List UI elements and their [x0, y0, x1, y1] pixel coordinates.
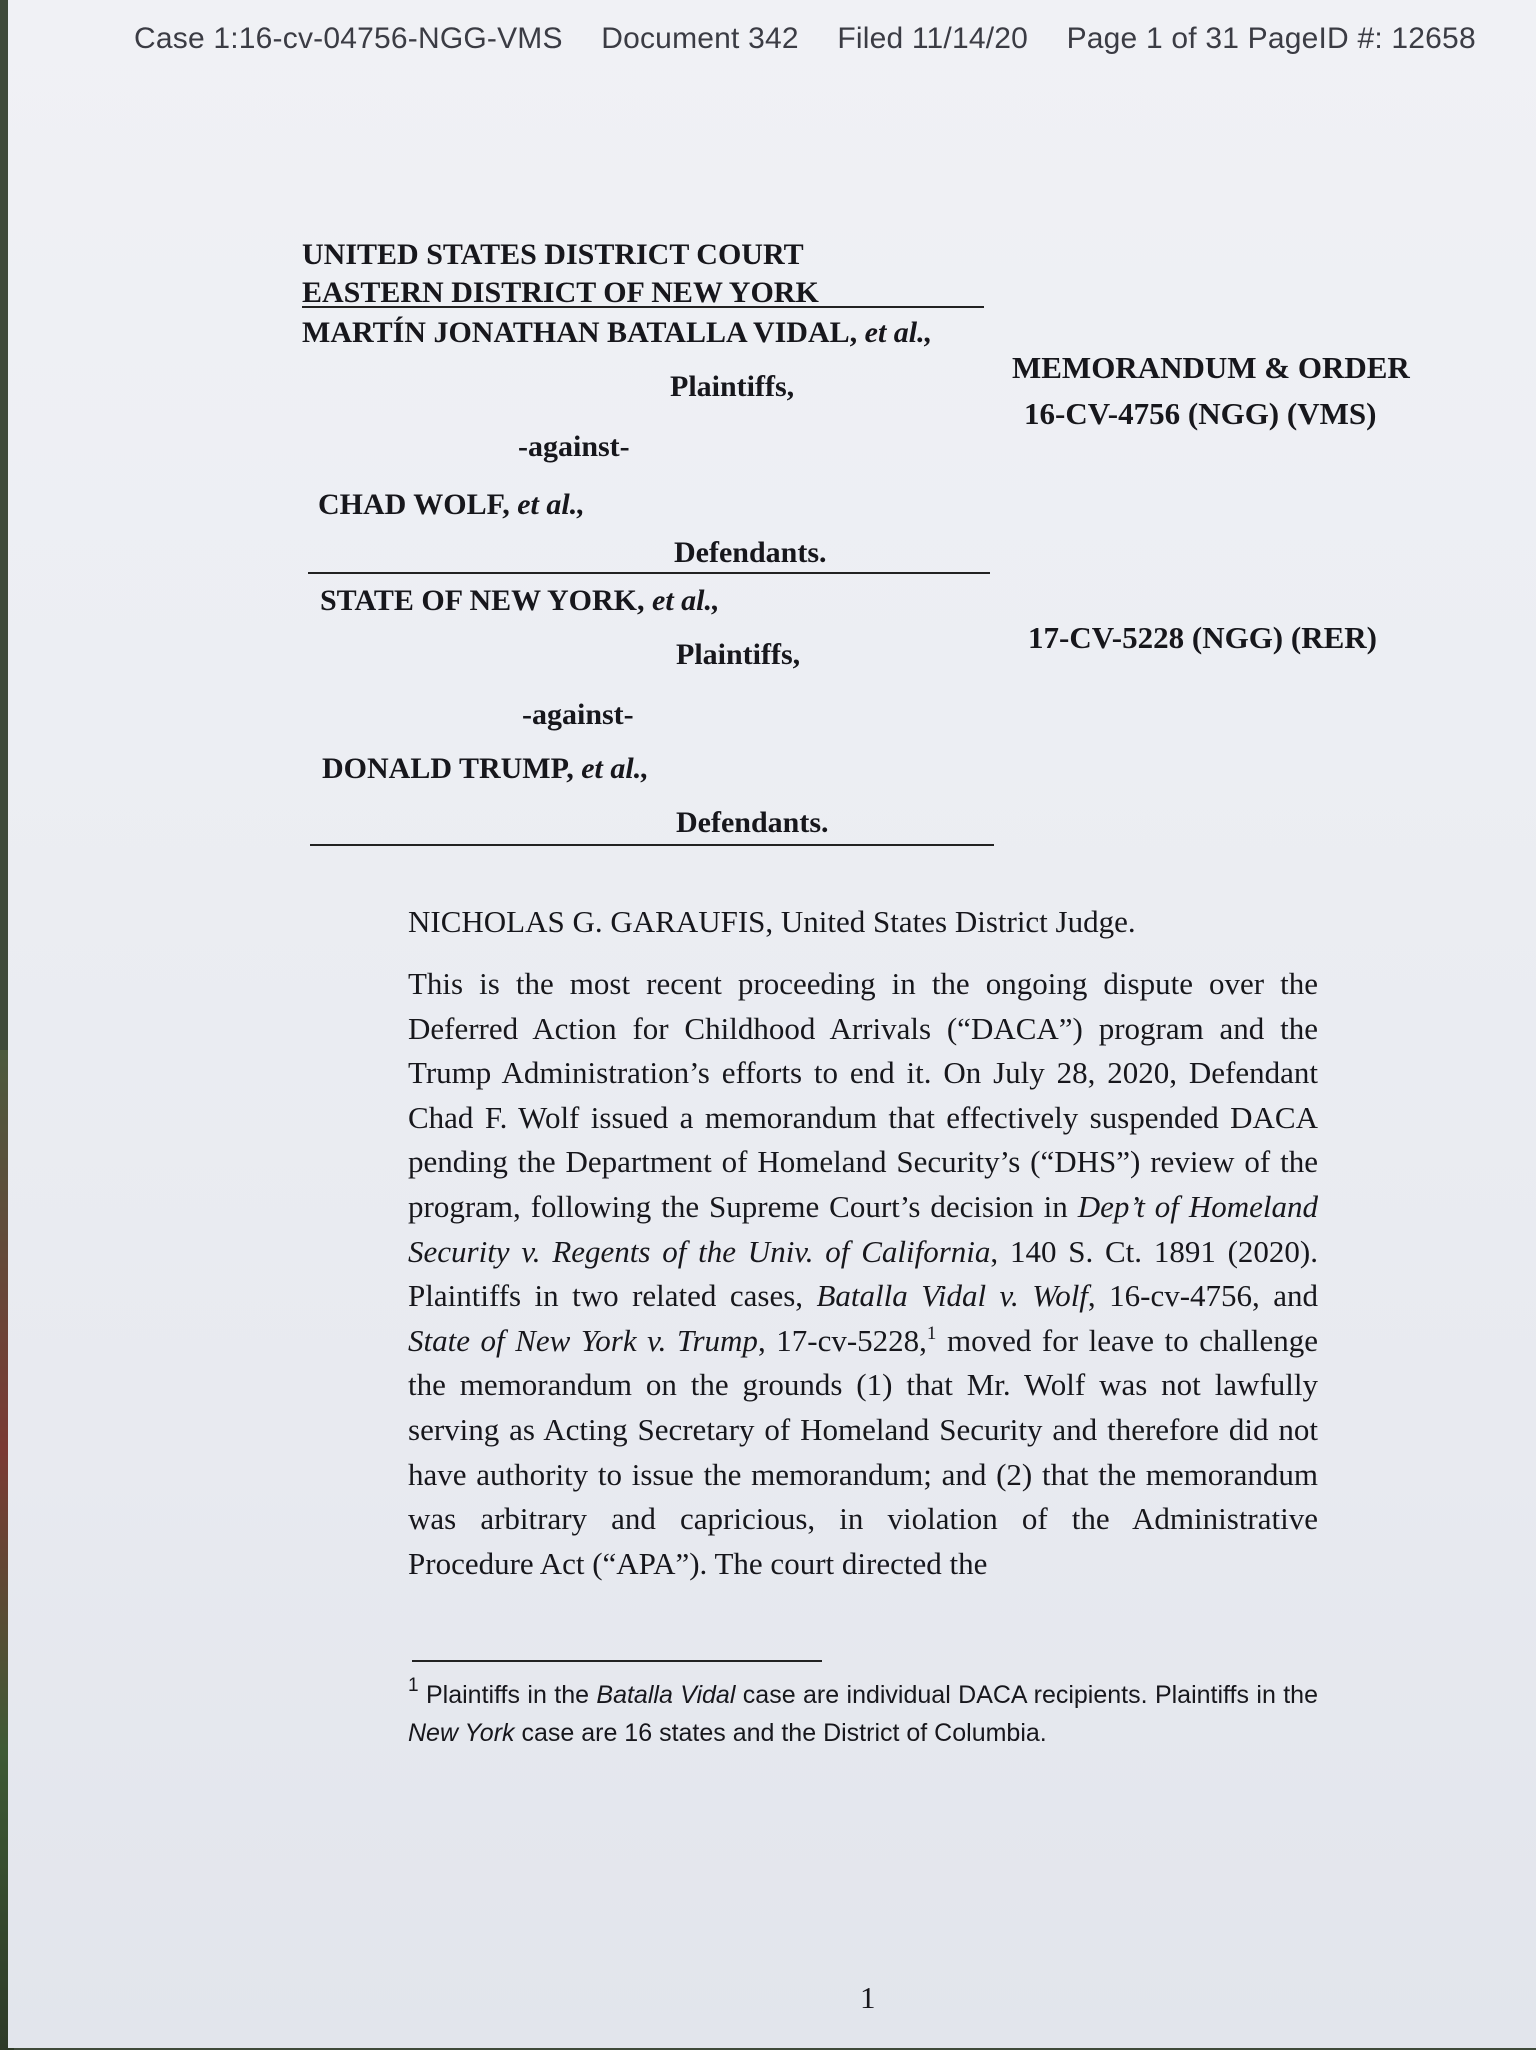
document-title: MEMORANDUM & ORDER — [1012, 350, 1410, 385]
case2-number: 17-CV-5228 (NGG) (RER) — [1028, 620, 1377, 655]
document-page — [8, 0, 1536, 2048]
court-name: UNITED STATES DISTRICT COURT — [302, 238, 804, 271]
case2-defendant-etal: et al., — [581, 752, 649, 785]
opinion-body — [408, 962, 1318, 1586]
case1-defendant-role: Defendants. — [674, 536, 827, 569]
case2-plaintiff-etal: et al., — [652, 584, 720, 617]
case1-defendant-etal: et al., — [517, 488, 585, 521]
case2-defendant-role: Defendants. — [676, 806, 829, 839]
case2-defendant: DONALD TRUMP, et al., — [322, 752, 649, 785]
case1-plaintiff-role: Plaintiffs, — [670, 370, 795, 403]
header-case-number: Case 1:16-cv-04756-NGG-VMS — [134, 22, 563, 55]
court-district: EASTERN DISTRICT OF NEW YORK — [302, 276, 819, 309]
case2-plaintiff: STATE OF NEW YORK, et al., — [320, 584, 720, 617]
case-cite-new-york: State of New York v. Trump — [408, 1322, 758, 1358]
case1-against: -against- — [518, 430, 630, 463]
footnote-reference[interactable]: 1 — [926, 1322, 937, 1344]
footnote-rule — [412, 1660, 822, 1662]
case2-plaintiff-role: Plaintiffs, — [676, 638, 801, 671]
case1-plaintiff-etal: et al., — [864, 316, 933, 349]
case1-plaintiff: MARTÍN JONATHAN BATALLA VIDAL, et al., — [302, 316, 933, 349]
case-cite-batalla-vidal: Batalla Vidal v. Wolf — [816, 1278, 1088, 1314]
judge-line: NICHOLAS G. GARAUFIS, United States District Judge. — [408, 904, 1136, 939]
case1-defendant: CHAD WOLF, et al., — [318, 488, 585, 521]
header-document-number: Document 342 — [601, 22, 799, 55]
case2-against: -against- — [522, 698, 634, 731]
caption-rule-middle — [308, 572, 990, 574]
ecf-header — [134, 22, 1506, 56]
opinion-paragraph: This is the most recent proceeding in the ongoing dispute over the Deferred Action for Childhood Arrivals (“DACA”) program and the Trump Administration’s efforts to end it. On July 28, 2020, Defendant Chad F. Wolf issued a memorandum that effectively suspended DACA pending the Department of Homeland Security’s (“DHS”) review of the program, following the Supreme Court’s decision in Dep’t of Homeland Security v. Regents of the Univ. of California, 140 S. Ct. 1891 (2020). Plaintiffs in two related cases, Batalla Vidal v. Wolf, 16-cv-4756, and State of New York v. Trump, 17-cv-5228,$^1$ moved for leave to challenge the memorandum on the grounds (1) that Mr. Wolf was not lawfully serving as Acting Secretary of Homeland Security and therefore did not have authority to issue the memorandum; and (2) that the memorandum was arbitrary and capricious, in violation of the Administrative Procedure Act (“APA”). The court directed the — [408, 966, 1319, 1581]
footnote: $^1$ Plaintiffs in the Batalla Vidal case are individual DACA recipients. Plaintiffs in the New York case are 16 states and the District of Columbia. — [408, 1675, 1318, 1747]
header-page-id: Page 1 of 31 PageID #: 12658 — [1066, 22, 1476, 55]
case-cite-regents: Dep’t of Homeland Security v. Regents of the Univ. of California — [408, 1188, 1318, 1269]
caption-rule-top — [302, 306, 984, 308]
footnote-marker: 1 — [408, 1675, 419, 1696]
caption-rule-bottom — [310, 844, 994, 846]
header-filed-date: Filed 11/14/20 — [837, 22, 1029, 55]
case1-number: 16-CV-4756 (NGG) (VMS) — [1024, 396, 1377, 431]
page-number: 1 — [860, 1980, 876, 2015]
